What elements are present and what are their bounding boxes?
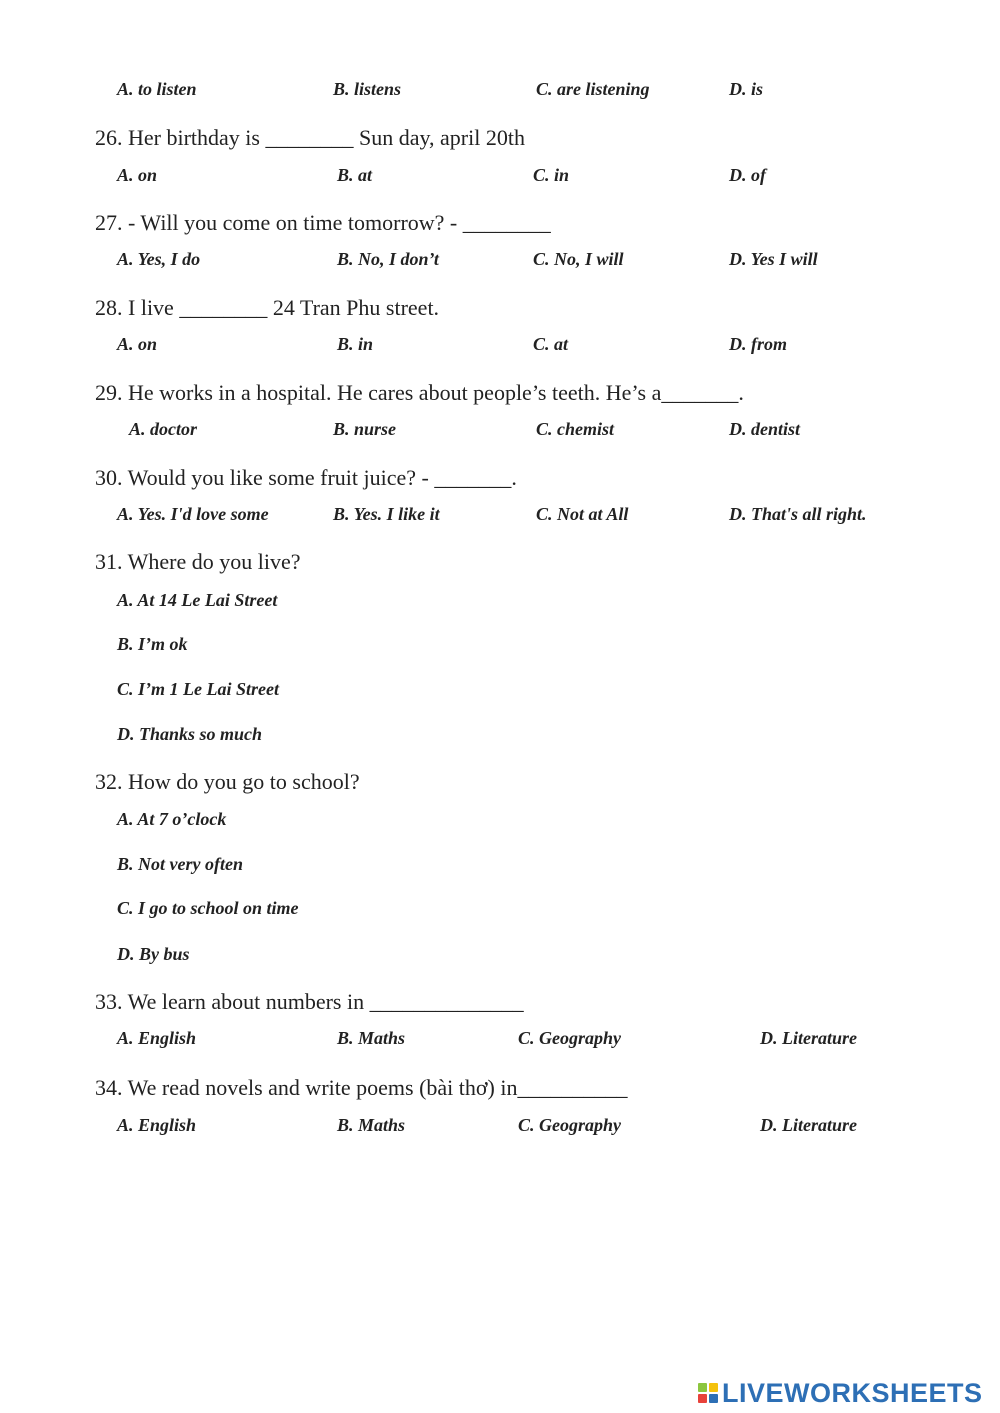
option-b[interactable]: B. Yes. I like it xyxy=(333,504,440,524)
option-b[interactable]: B. I’m ok xyxy=(117,634,188,654)
option-d[interactable]: D. of xyxy=(729,165,766,185)
option-c[interactable]: C. are listening xyxy=(536,79,650,99)
option-d[interactable]: D. Yes I will xyxy=(729,249,818,269)
option-b[interactable]: B. No, I don’t xyxy=(337,249,439,269)
question-34: 34. We read novels and write poems (bài thơ) in__________ xyxy=(95,1075,628,1100)
option-c[interactable]: C. Geography xyxy=(518,1115,621,1135)
option-d[interactable]: D. is xyxy=(729,79,764,99)
liveworksheets-logo xyxy=(698,1378,983,1408)
option-a[interactable]: A. At 7 o’clock xyxy=(117,809,227,829)
logo-square-green xyxy=(698,1383,707,1392)
logo-square-blue xyxy=(709,1394,718,1403)
option-a[interactable]: A. doctor xyxy=(129,419,198,439)
question-27: 27. - Will you come on time tomorrow? - ________ xyxy=(95,210,551,235)
option-a[interactable]: A. At 14 Le Lai Street xyxy=(117,590,278,610)
option-b[interactable]: B. nurse xyxy=(333,419,397,439)
option-b[interactable]: B. Not very often xyxy=(117,854,243,874)
option-d[interactable]: D. Literature xyxy=(760,1028,857,1048)
question-32: 32. How do you go to school? xyxy=(95,769,360,794)
option-c[interactable]: C. No, I will xyxy=(533,249,624,269)
logo-mark-icon xyxy=(698,1383,718,1403)
option-b[interactable]: B. Maths xyxy=(337,1028,406,1048)
question-31: 31. Where do you live? xyxy=(95,549,301,574)
option-c[interactable]: C. chemist xyxy=(536,419,615,439)
option-c[interactable]: C. Not at All xyxy=(536,504,629,524)
logo-square-red xyxy=(698,1394,707,1403)
option-c[interactable]: C. Geography xyxy=(518,1028,621,1048)
question-28: 28. I live ________ 24 Tran Phu street. xyxy=(95,295,440,320)
question-26: 26. Her birthday is ________ Sun day, april 20th xyxy=(95,125,525,150)
option-c[interactable]: C. I go to school on time xyxy=(117,898,299,918)
option-c[interactable]: C. I’m 1 Le Lai Street xyxy=(117,679,279,699)
option-a[interactable]: A. English xyxy=(117,1115,197,1135)
option-d[interactable]: D. Literature xyxy=(760,1115,857,1135)
option-d[interactable]: D. That's all right. xyxy=(729,504,867,524)
logo-text: LIVEWORKSHEETS xyxy=(722,1377,983,1408)
option-b[interactable]: B. in xyxy=(337,334,374,354)
question-33: 33. We learn about numbers in ______________ xyxy=(95,989,524,1014)
option-d[interactable]: D. Thanks so much xyxy=(117,724,263,744)
option-a[interactable]: A. on xyxy=(117,165,158,185)
option-a[interactable]: A. Yes, I do xyxy=(117,249,201,269)
question-29: 29. He works in a hospital. He cares about people’s teeth. He’s a_______. xyxy=(95,380,744,405)
option-d[interactable]: D. from xyxy=(729,334,787,354)
option-b[interactable]: B. listens xyxy=(333,79,402,99)
option-c[interactable]: C. at xyxy=(533,334,569,354)
option-a[interactable]: A. Yes. I'd love some xyxy=(117,504,269,524)
option-b[interactable]: B. Maths xyxy=(337,1115,406,1135)
option-a[interactable]: A. on xyxy=(117,334,158,354)
option-c[interactable]: C. in xyxy=(533,165,570,185)
option-a[interactable]: A. English xyxy=(117,1028,197,1048)
option-a[interactable]: A. to listen xyxy=(117,79,197,99)
option-d[interactable]: D. dentist xyxy=(729,419,801,439)
logo-square-yellow xyxy=(709,1383,718,1392)
option-b[interactable]: B. at xyxy=(337,165,373,185)
option-d[interactable]: D. By bus xyxy=(117,944,190,964)
question-30: 30. Would you like some fruit juice? - _______. xyxy=(95,465,517,490)
